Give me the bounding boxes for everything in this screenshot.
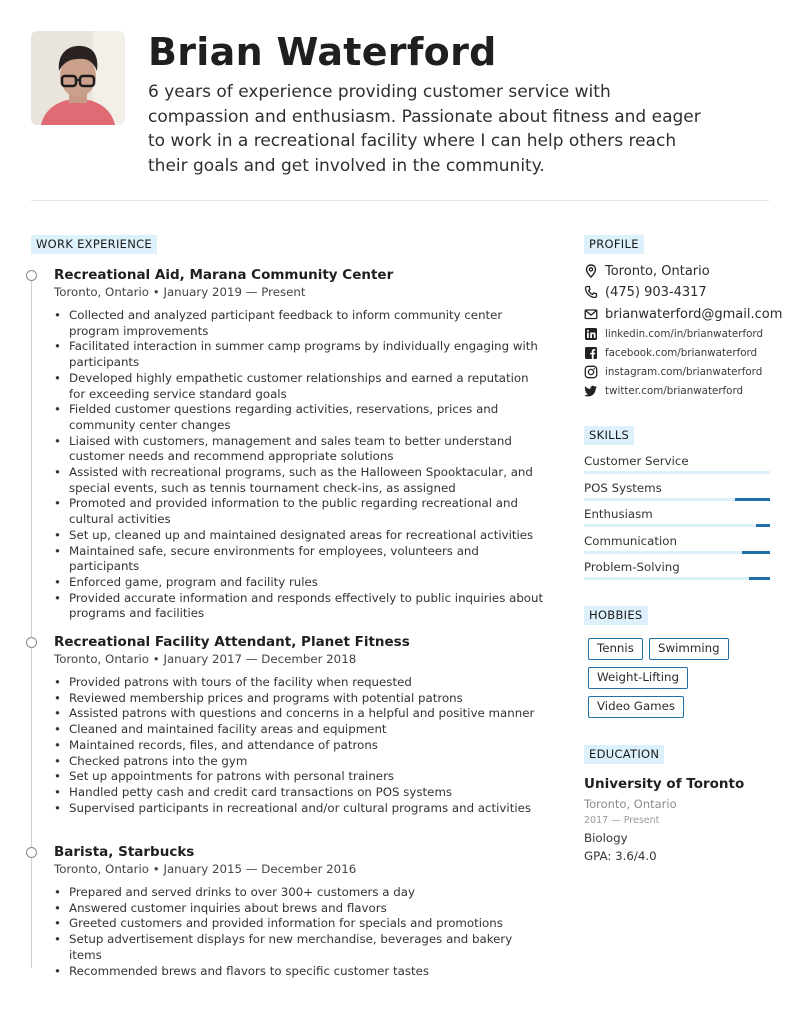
instagram-link[interactable]: instagram.com/brianwaterford [605,366,763,378]
skill-bar-track [584,498,770,501]
list-item: • Answered customer inquiries about brews and flavors [54,901,544,917]
list-item: • Set up appointments for patrons with personal trainers [54,769,544,785]
job-title: Recreational Facility Attendant, Planet Fitness [54,634,410,650]
job-title: Barista, Starbucks [54,844,195,860]
skill-bar-track [584,524,770,527]
skills-section [584,424,634,445]
list-item: • Maintained records, files, and attendance of patrons [54,738,544,754]
skill-label: Communication [584,533,677,548]
skill-label: Customer Service [584,454,689,468]
skill-bar-level [742,551,770,554]
hobby-chip: Swimming [649,638,729,660]
candidate-name: Brian Waterford [148,30,497,74]
skill-label: POS Systems [584,480,662,495]
section-title-skills: SKILLS [584,426,634,445]
instagram-icon [584,365,598,379]
contact-phone [584,284,770,302]
timeline-line [31,278,32,968]
list-item: • Developed highly empathetic customer relationships and earned a reputation for exceeding service standard goals [54,371,544,402]
job-title: Recreational Aid, Marana Community Center [54,267,394,283]
list-item: • Maintained safe, secure environments for employees, volunteers and participants [54,544,544,575]
contact-location [584,263,770,281]
linkedin-icon [584,327,598,341]
education-school: University of Toronto [584,776,745,792]
timeline-dot [26,847,37,858]
job-bullets [54,308,544,622]
job-bullets [54,885,544,979]
skill-row [584,560,770,584]
list-item: • Prepared and served drinks to over 300+ customers a day [54,885,544,901]
avatar-photo [31,31,125,125]
resume-header [31,30,771,180]
envelope-icon [584,307,598,321]
twitter-icon [584,384,598,398]
skill-bar-track [584,551,770,554]
list-item: • Provided patrons with tours of the facility when requested [54,675,544,691]
contact-facebook[interactable] [584,345,770,363]
timeline-dot [26,637,37,648]
list-item: • Enforced game, program and facility rules [54,575,544,591]
hobby-chip: Tennis [588,638,643,660]
skill-row [584,454,770,478]
job-meta: Toronto, Ontario • January 2017 — December 2018 [54,652,357,666]
education-gpa: GPA: 3.6/4.0 [584,849,657,863]
facebook-link[interactable]: facebook.com/brianwaterford [605,347,758,359]
list-item: • Recommended brews and flavors to specific customer tastes [54,964,544,980]
skill-row [584,507,770,531]
skill-bar-level [749,577,770,580]
location-text: Toronto, Ontario [605,264,710,279]
phone-icon [584,285,598,299]
timeline-dot [26,270,37,281]
hobby-chip: Video Games [588,696,684,718]
list-item: • Supervised participants in recreational and/or cultural programs and activities [54,801,544,817]
list-item: • Liaised with customers, management and sales team to better understand customer needs and recommend appropriate solutions [54,434,544,465]
location-pin-icon [584,264,598,278]
education-dates: 2017 — Present [584,815,660,826]
section-title-work-experience: WORK EXPERIENCE [31,235,157,254]
contact-linkedin[interactable] [584,326,770,344]
header-divider [31,200,769,201]
skill-row [584,481,770,505]
skill-label: Problem-Solving [584,560,680,574]
hobbies-section [584,604,648,625]
list-item: • Greeted customers and provided information for specials and promotions [54,916,544,932]
education-field: Biology [584,831,628,845]
twitter-link[interactable]: twitter.com/brianwaterford [605,385,744,397]
list-item: • Setup advertisement displays for new merchandise, beverages and bakery items [54,932,544,963]
job-meta: Toronto, Ontario • January 2015 — December 2016 [54,862,357,876]
list-item: • Promoted and provided information to the public regarding recreational and cultural activities [54,496,544,527]
skill-bar-track [584,577,770,580]
skill-bar-level [756,524,770,527]
list-item: • Fielded customer questions regarding activities, reservations, prices and community center changes [54,402,544,433]
education-location: Toronto, Ontario [584,797,677,811]
skills-list [584,454,770,594]
contact-instagram[interactable] [584,364,770,382]
skill-bar-track [584,471,770,474]
list-item: • Set up, cleaned up and maintained designated areas for recreational activities [54,528,544,544]
section-title-profile: PROFILE [584,235,644,254]
job-bullets [54,675,544,816]
skill-row [584,534,770,558]
list-item: • Provided accurate information and responds effectively to public inquiries about programs and facilities [54,591,544,622]
work-experience-section [31,233,551,978]
list-item: • Collected and analyzed participant feedback to inform community center program improvements [54,308,544,339]
skill-bar-level [735,498,770,501]
facebook-icon [584,346,598,360]
email-link[interactable]: brianwaterford@gmail.com [605,307,783,322]
education-section [584,743,664,764]
list-item: • Assisted patrons with questions and concerns in a helpful and positive manner [54,706,544,722]
list-item: • Handled petty cash and credit card transactions on POS systems [54,785,544,801]
skill-label: Enthusiasm [584,507,653,521]
job-meta: Toronto, Ontario • January 2019 — Present [54,285,306,299]
list-item: • Checked patrons into the gym [54,754,544,770]
contact-email[interactable] [584,306,783,324]
list-item: • Facilitated interaction in summer camp programs by individually engaging with participants [54,339,544,370]
section-title-education: EDUCATION [584,745,664,764]
avatar [31,31,125,125]
list-item: • Reviewed membership prices and programs with potential patrons [54,691,544,707]
list-item: • Assisted with recreational programs, such as the Halloween Spooktacular, and special events, such as tennis tournament check-ins, as assigned [54,465,544,496]
contact-twitter[interactable] [584,383,770,401]
linkedin-link[interactable]: linkedin.com/in/brianwaterford [605,328,764,340]
list-item: • Cleaned and maintained facility areas and equipment [54,722,544,738]
section-title-hobbies: HOBBIES [584,606,648,625]
summary-text: 6 years of experience providing customer service with compassion and enthusiasm. Passionate about fitness and eager to work in a recreational facility where I can help others reach their goals and get involved in the community. [148,82,701,176]
sidebar [584,233,783,863]
hobby-chip: Weight-Lifting [588,667,688,689]
phone-text: (475) 903-4317 [605,285,707,300]
